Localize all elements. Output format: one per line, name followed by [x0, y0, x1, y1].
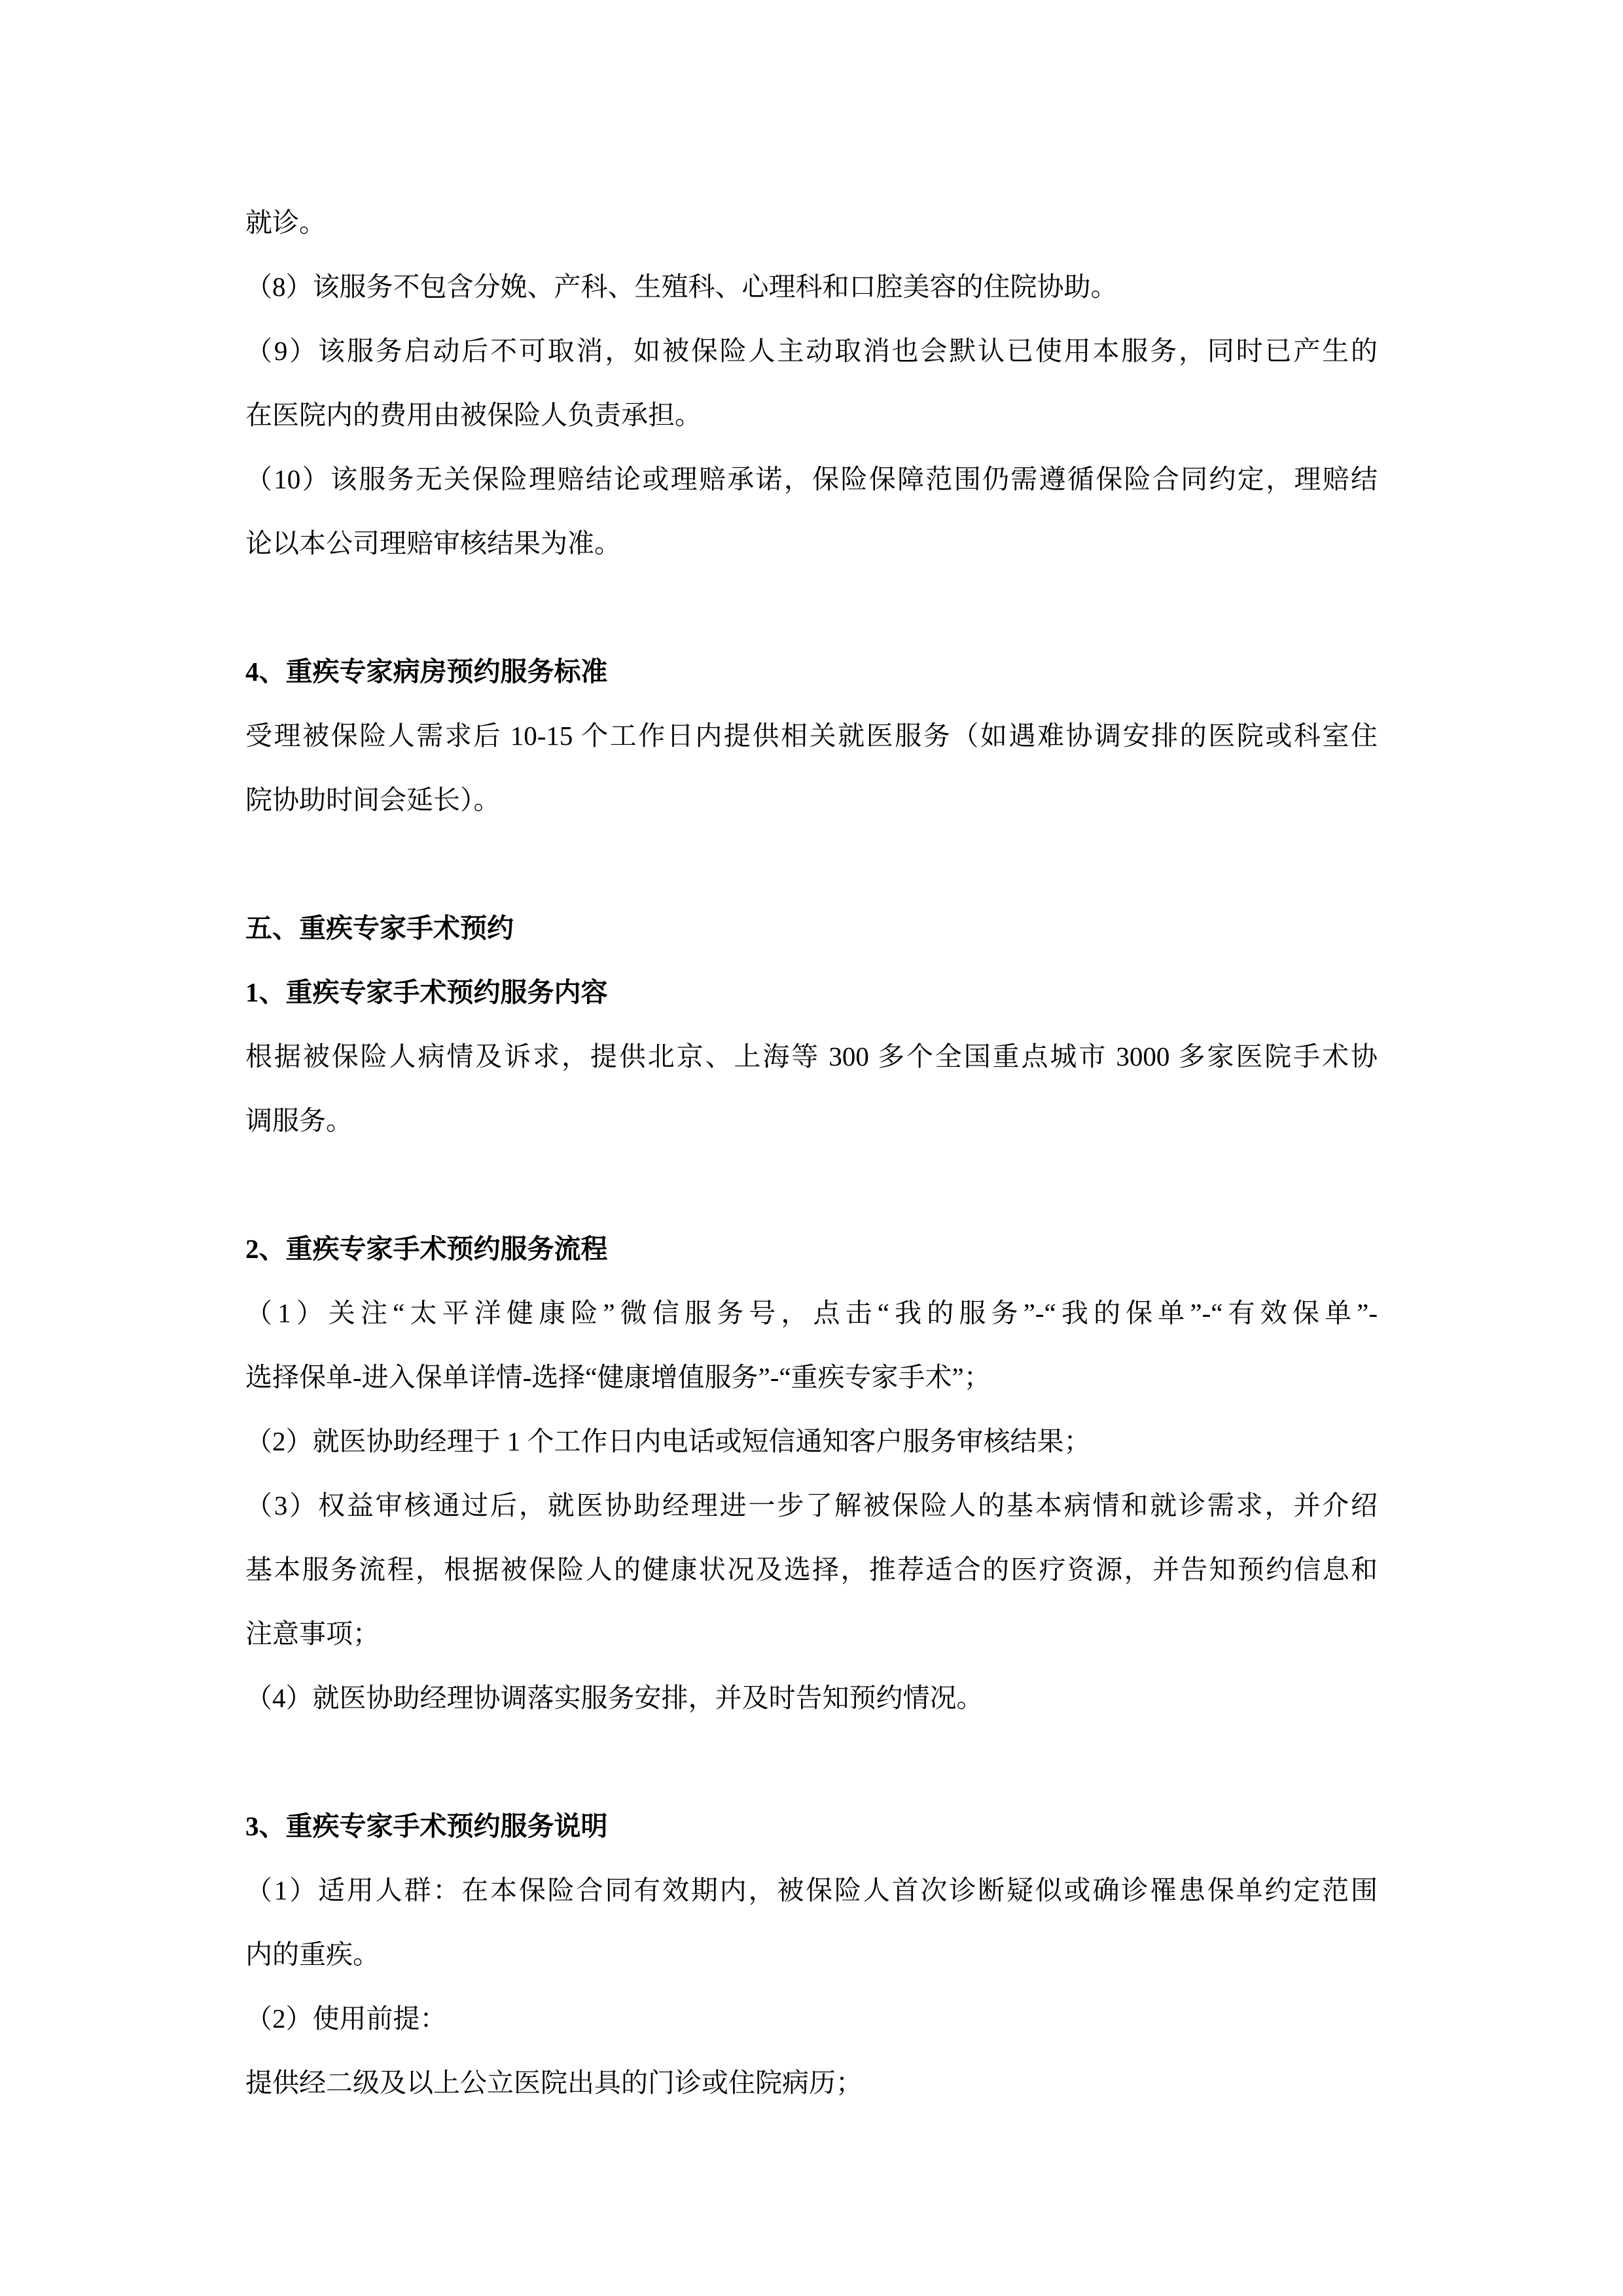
text-line: 注意事项； — [245, 1619, 380, 1649]
text-line: （3）权益审核通过后，就医协助经理进一步了解被保险人的基本病情和就诊需求，并介绍 — [245, 1490, 1378, 1520]
blank-line — [245, 1730, 1378, 1794]
text-line: 论以本公司理赔审核结果为准。 — [245, 528, 621, 558]
document-content — [245, 190, 1378, 2115]
text-line: 选择保单-进入保单详情-选择“健康增值服务”-“重疾专家手术”； — [245, 1362, 991, 1392]
section-heading: 4、重疾专家病房预约服务标准 — [245, 656, 608, 687]
blank-line — [245, 1153, 1378, 1217]
text-line: （2）使用前提： — [245, 2003, 447, 2034]
text-line: （1）适用人群：在本保险合同有效期内，被保险人首次诊断疑似或确诊罹患保单约定范围 — [245, 1875, 1378, 1905]
text-line: 提供经二级及以上公立医院出具的门诊或住院病历； — [245, 2068, 863, 2098]
text-line: （8）该服务不包含分娩、产科、生殖科、心理科和口腔美容的住院协助。 — [245, 272, 1118, 302]
section-heading: 3、重疾专家手术预约服务说明 — [245, 1811, 608, 1841]
section-heading: 2、重疾专家手术预约服务流程 — [245, 1234, 608, 1264]
text-line: （10）该服务无关保险理赔结论或理赔承诺，保险保障范围仍需遵循保险合同约定，理赔结 — [245, 464, 1378, 494]
blank-line — [245, 832, 1378, 896]
text-line: 调服务。 — [245, 1105, 353, 1136]
text-line: 院协助时间会延长）。 — [245, 785, 501, 815]
text-line: 受理被保险人需求后 10-15 个工作日内提供相关就医服务（如遇难协调安排的医院或科室住 — [245, 721, 1378, 751]
text-line: 基本服务流程，根据被保险人的健康状况及选择，推荐适合的医疗资源，并告知预约信息和 — [245, 1554, 1378, 1585]
text-line: （9）该服务启动后不可取消，如被保险人主动取消也会默认已使用本服务，同时已产生的 — [245, 336, 1378, 366]
text-line: 内的重疾。 — [245, 1939, 380, 1969]
text-line: 根据被保险人病情及诉求，提供北京、上海等 300 多个全国重点城市 3000 多家医院手术协 — [245, 1041, 1378, 1071]
text-line: （4）就医协助经理协调落实服务安排，并及时告知预约情况。 — [245, 1683, 984, 1713]
text-line: 在医院内的费用由被保险人负责承担。 — [245, 400, 702, 430]
blank-line — [245, 575, 1378, 639]
text-line: （2）就医协助经理于 1 个工作日内电话或短信通知客户服务审核结果； — [245, 1426, 1091, 1456]
text-line: 就诊。 — [245, 207, 326, 238]
text-line: （1）关注“太平洋健康险”微信服务号，点击“我的服务”-“我的保单”-“有效保单”- — [245, 1298, 1378, 1328]
section-heading: 五、重疾专家手术预约 — [245, 913, 514, 943]
section-heading: 1、重疾专家手术预约服务内容 — [245, 977, 608, 1007]
